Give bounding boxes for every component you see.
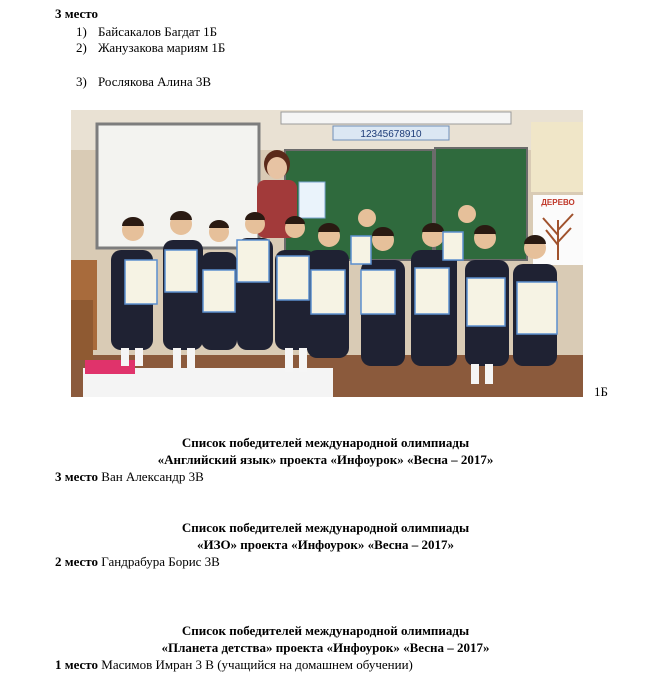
place-label: 2 место (55, 554, 99, 569)
class-photo (71, 110, 583, 397)
olympiad-title-line1: Список победителей международной олимпиады (181, 623, 470, 638)
list-item (76, 40, 226, 56)
winner-line (55, 469, 204, 485)
list-item (76, 24, 218, 40)
list-text: Жанузакова мариям 1Б (98, 40, 226, 55)
list-text: Рослякова Алина 3В (98, 74, 212, 89)
list-number: 2) (76, 40, 87, 55)
olympiad-title-line2: «Английский язык» проекта «Инфоурок» «Весна – 2017» (157, 452, 494, 467)
place-label: 1 место (55, 657, 99, 672)
section-heading: 3 место (55, 6, 99, 21)
olympiad-title-line1: Список победителей международной олимпиады (181, 520, 470, 535)
olympiad-title-line1: Список победителей международной олимпиады (181, 435, 470, 450)
list-text: Байсакалов Багдат 1Б (98, 24, 218, 39)
list-number: 1) (76, 24, 87, 39)
poster-text: ДЕРЕВО (541, 198, 575, 207)
winner-line (55, 657, 413, 673)
board-numbers-text: 12345678910 (360, 129, 422, 140)
place-label: 3 место (55, 469, 99, 484)
photo-illustration (71, 110, 583, 397)
olympiad-title-line2: «ИЗО» проекта «Инфоурок» «Весна – 2017» (196, 537, 455, 552)
list-number: 3) (76, 74, 87, 89)
winner-name: Гандрабура Борис 3В (101, 554, 220, 569)
winner-name: Масимов Имран 3 В (учащийся на домашнем обучении) (101, 657, 413, 672)
winner-line (55, 554, 220, 570)
olympiad-title-line2: «Планета детства» проекта «Инфоурок» «Весна – 2017» (161, 640, 490, 655)
photo-caption: 1Б (594, 384, 608, 399)
list-item (76, 74, 212, 90)
winner-name: Ван Александр 3В (101, 469, 204, 484)
